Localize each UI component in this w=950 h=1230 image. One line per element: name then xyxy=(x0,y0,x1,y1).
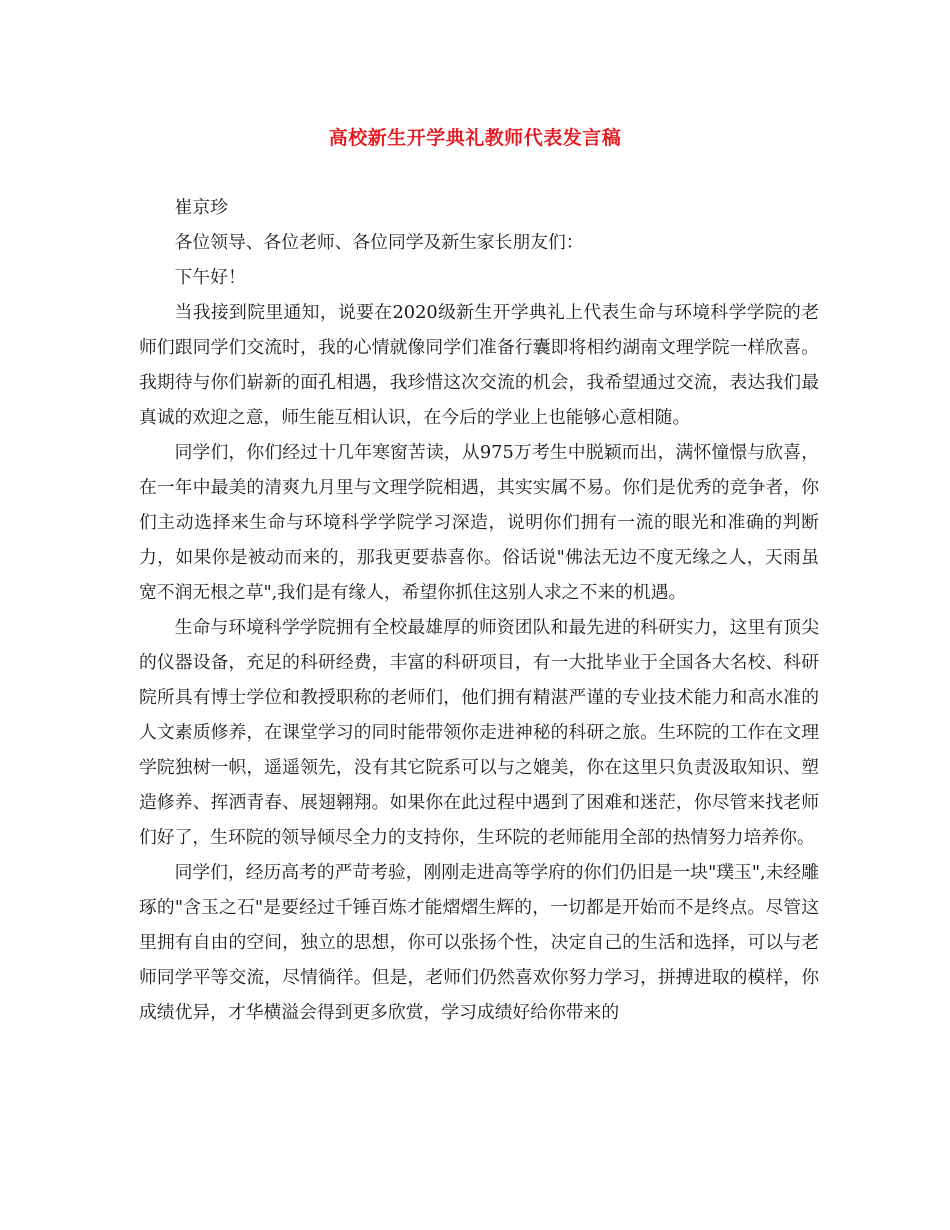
greeting-line: 下午好！ xyxy=(174,267,246,288)
body-paragraph-2: 同学们，你们经过十几年寒窗苦读，从975万考生中脱颖而出，满怀憧憬与欣喜，在一年中最美的清爽九月里与文理学院相遇，其实实属不易。你们是优秀的竞争者，你们主动选择来生命与环境科学学院学习深造，说明你们拥有一流的眼光和准确的判断力，如果你是被动而来的，那我更要恭喜你。俗话说"佛法无边不度无缘之人，天雨虽宽不润无根之草",我们是有缘人，希望你抓住这别人求之不来的机遇。 xyxy=(139,442,819,603)
body-paragraph-4: 同学们，经历高考的严苛考验，刚刚走进高等学府的你们仍旧是一块"璞玉",未经雕琢的"含玉之石"是要经过千锤百炼才能熠熠生辉的，一切都是开始而不是终点。尽管这里拥有自由的空间，独立的思想，你可以张扬个性，决定自己的生活和选择，可以与老师同学平等交流，尽情徜徉。但是，老师们仍然喜欢你努力学习，拼搏进取的模样，你成绩优异，才华横溢会得到更多欣赏，学习成绩好给你带来的 xyxy=(139,862,819,1023)
salutation-line: 各位领导、各位老师、各位同学及新生家长朋友们： xyxy=(174,232,584,253)
document-title: 高校新生开学典礼教师代表发言稿 xyxy=(328,127,622,149)
document-body xyxy=(139,190,819,1030)
body-paragraph-1: 当我接到院里通知，说要在2020级新生开学典礼上代表生命与环境科学学院的老师们跟同学们交流时，我的心情就像同学们准备行囊即将相约湖南文理学院一样欣喜。我期待与你们崭新的面孔相遇，我珍惜这次交流的机会，我希望通过交流，表达我们最真诚的欢迎之意，师生能互相认识，在今后的学业上也能够心意相随。 xyxy=(139,302,819,428)
author-line: 崔京珍 xyxy=(174,197,228,218)
body-paragraph-3: 生命与环境科学学院拥有全校最雄厚的师资团队和最先进的科研实力，这里有顶尖的仪器设备，充足的科研经费，丰富的科研项目，有一大批毕业于全国各大名校、科研院所具有博士学位和教授职称的老师们，他们拥有精湛严谨的专业技术能力和高水准的人文素质修养，在课堂学习的同时能带领你走进神秘的科研之旅。生环院的工作在文理学院独树一帜，遥遥领先，没有其它院系可以与之媲美，你在这里只负责汲取知识、塑造修养、挥洒青春、展翅翱翔。如果你在此过程中遇到了困难和迷茫，你尽管来找老师们好了，生环院的领导倾尽全力的支持你，生环院的老师能用全部的热情努力培养你。 xyxy=(139,617,819,848)
